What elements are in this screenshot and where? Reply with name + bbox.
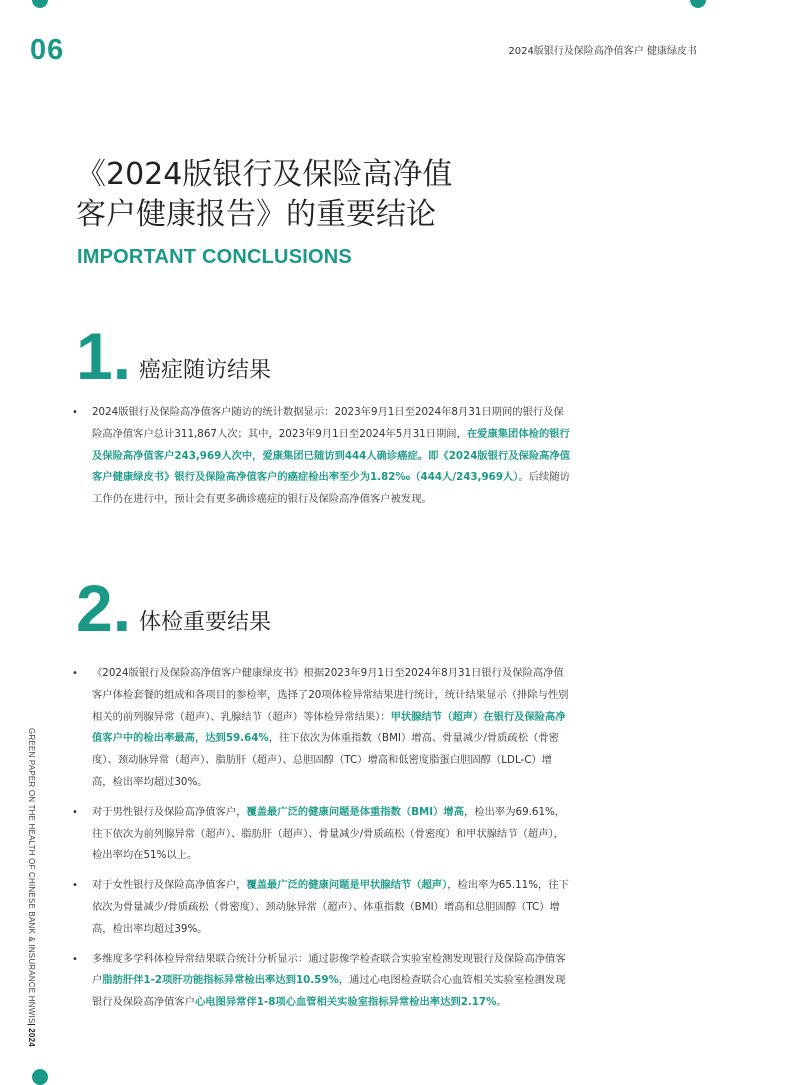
list-item — [72, 949, 572, 1014]
highlighted-text: 脂肪肝伴1-2项肝功能指标异常检出率达到10.59% — [102, 974, 339, 987]
decor-dot-top-right — [690, 0, 706, 8]
list-item — [72, 663, 572, 794]
side-running-title — [27, 728, 36, 1047]
body-text: 《2024版银行及保险高净值客户健康绿皮书》根据2023年9月1日至2024年8月31日银行及保险高净值客户体检套餐的组成和各项目的参检率，选择了20项体检异常结果进行统计，统计结果显示（排除与性别相关的前列腺异常（超声）、乳腺结节（超声）等体检异常结果）： — [92, 667, 569, 723]
body-text: ，往下依次为体重指数（BMI）增高、骨量减少/骨质疏松（骨密度）、颈动脉异常（超声）、脂肪肝（超声）、总胆固醇（TC）增高和低密度脂蛋白胆固醇（LDL-C）增高，检出率均超过30%。 — [92, 732, 559, 788]
body-text: 。 — [496, 996, 507, 1009]
page-title-line-2: 客户健康报告》的重要结论 — [76, 197, 436, 232]
section-1-heading — [76, 319, 272, 393]
body-text: 。后续随访工作仍在进行中，预计会有更多确诊癌症的银行及保险高净值客户被发现。 — [92, 471, 570, 506]
page-title — [76, 155, 452, 235]
header-doc-title: 2024版银行及保险高净值客户 健康绿皮书 — [508, 46, 697, 57]
section-2-bullet-list — [72, 663, 572, 1022]
body-text: ，检出率为65.11%，往下依次为骨量减少/骨质疏松（骨密度）、颈动脉异常（超声）、体重指数（BMI）增高和总胆固醇（TC）增高，检出率均超过39%。 — [92, 879, 569, 935]
page-subtitle: IMPORTANT CONCLUSIONS — [77, 246, 352, 268]
section-1-title: 癌症随访结果 — [139, 358, 272, 383]
body-text: 对于男性银行及保险高净值客户， — [92, 805, 247, 818]
decor-dot-top-left — [32, 0, 48, 8]
section-2-title: 体检重要结果 — [139, 610, 272, 635]
side-running-title-year: | 2024 — [27, 1023, 36, 1047]
list-item — [72, 402, 572, 511]
highlighted-text: 覆盖最广泛的健康问题是甲状腺结节（超声） — [246, 879, 448, 892]
body-text: 多维度多学科体检异常结果联合统计分析显示：通过影像学检查联合实验室检测发现银行及保险高净值客户 — [92, 952, 566, 987]
highlighted-text: 覆盖最广泛的健康问题是体重指数（BMI）增高 — [246, 805, 465, 818]
page-number: 06 — [30, 34, 65, 66]
list-item — [72, 875, 572, 940]
body-text: 对于女性银行及保险高净值客户， — [92, 879, 247, 892]
section-2-number: 2. — [76, 571, 132, 645]
section-1-number: 1. — [76, 319, 132, 393]
list-item — [72, 802, 572, 867]
body-text: 2024版银行及保险高净值客户随访的统计数据显示：2023年9月1日至2024年8月31日期间的银行及保险高净值客户总计311,867人次；其中，2023年9月1日至2024年5月31日期间， — [92, 406, 564, 440]
body-text: ，通过心电图检查联合心血管相关实验室检测发现银行及保险高净值客户 — [92, 974, 566, 1009]
section-2-heading — [76, 571, 272, 645]
section-1-bullet-list — [72, 402, 572, 519]
page-title-line-1: 《2024版银行及保险高净值 — [76, 157, 453, 192]
body-text: ，检出率为69.61%，往下依次为前列腺异常（超声）、脂肪肝（超声）、骨量减少/骨质疏松（骨密度）和甲状腺结节（超声），检出率均在51%以上。 — [92, 805, 566, 862]
highlighted-text: 甲状腺结节（超声）在银行及保险高净值客户中的检出率最高，达到59.64% — [92, 710, 566, 745]
decor-dot-bottom-left — [32, 1069, 48, 1085]
side-running-title-text: GREEN PAPER ON THE HEALTH OF CHINESE BANK & INSURANCE HNWIS — [27, 728, 36, 1024]
highlighted-text: 心电图异常伴1-8项心血管相关实验室指标异常检出率达到2.17% — [194, 996, 497, 1009]
highlighted-text: 在爱康集团体检的银行及保险高净值客户243,969人次中，爱康集团已随访到444人确诊癌症。即《2024版银行及保险高净值客户健康绿皮书》银行及保险高净值客户的癌症检出率至少为1.82‰（444人/243,969人） — [92, 427, 571, 484]
